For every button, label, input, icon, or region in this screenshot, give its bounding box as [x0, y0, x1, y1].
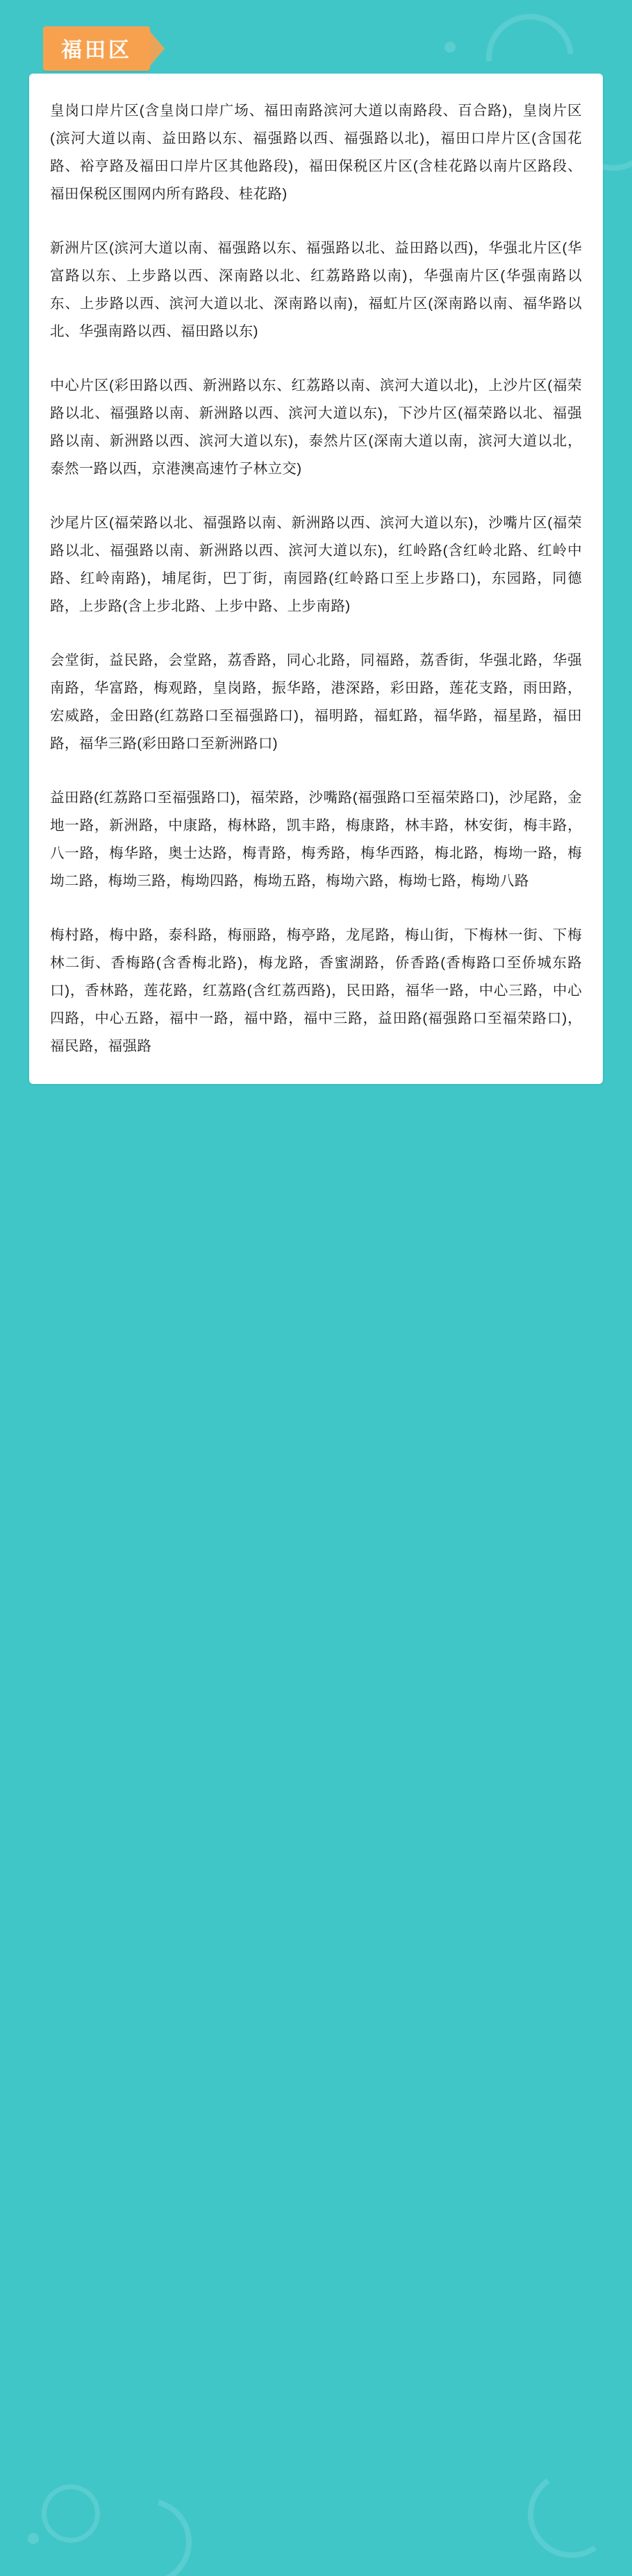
page-title: 福田区	[43, 26, 150, 71]
content-card	[29, 74, 603, 1084]
paragraph: 益田路(红荔路口至福强路口)，福荣路，沙嘴路(福强路口至福荣路口)，沙尾路，金地一路，新洲路，中康路，梅林路，凯丰路，梅康路，林丰路，林安街，梅丰路，八一路，梅华路，奥士达路，梅青路，梅秀路，梅华西路，梅北路，梅坳一路，梅坳二路，梅坳三路，梅坳四路，梅坳五路，梅坳六路，梅坳七路，梅坳八路	[50, 790, 582, 889]
paragraph: 皇岗口岸片区(含皇岗口岸广场、福田南路滨河大道以南路段、百合路)，皇岗片区(滨河大道以南、益田路以东、福强路以西、福强路以北)，福田口岸片区(含国花路、裕亨路及福田口岸片区其他路段)，福田保税区片区(含桂花路以南片区路段、福田保税区围网内所有路段、桂花路)	[50, 103, 582, 202]
page-header	[29, 0, 603, 74]
paragraph: 沙尾片区(福荣路以北、福强路以南、新洲路以西、滨河大道以东)，沙嘴片区(福荣路以北、福强路以南、新洲路以西、滨河大道以东)，红岭路(含红岭北路、红岭中路、红岭南路)，埔尾街，巴丁街，南园路(红岭路口至上步路口)，东园路，同德路，上步路(含上步北路、上步中路、上步南路)	[50, 515, 582, 614]
paragraph: 会堂街，益民路，会堂路，荔香路，同心北路，同福路，荔香街，华强北路，华强南路，华富路，梅观路，皇岗路，振华路，港深路，彩田路，莲花支路，雨田路，宏威路，金田路(红荔路口至福强路口)，福明路，福虹路，福华路，福星路，福田路，福华三路(彩田路口至新洲路口)	[50, 652, 582, 752]
paragraph: 梅村路，梅中路，泰科路，梅丽路，梅亭路，龙尾路，梅山街，下梅林一街、下梅林二街、香梅路(含香梅北路)，梅龙路，香蜜湖路，侨香路(香梅路口至侨城东路口)，香林路，莲花路，红荔路(含红荔西路)，民田路，福华一路，中心三路，中心四路，中心五路，福中一路，福中路，福中三路，益田路(福强路口至福荣路口)，福民路，福强路	[50, 927, 582, 1054]
ribbon-tail-icon	[149, 31, 165, 67]
paragraph: 中心片区(彩田路以西、新洲路以东、红荔路以南、滨河大道以北)，上沙片区(福荣路以北、福强路以南、新洲路以西、滨河大道以东)，下沙片区(福荣路以北、福强路以南、新洲路以西、滨河大道以东)，泰然片区(深南大道以南，滨河大道以北，泰然一路以西，京港澳高速竹子林立交)	[50, 378, 582, 477]
page-container	[0, 0, 632, 1126]
paragraph: 新洲片区(滨河大道以南、福强路以东、福强路以北、益田路以西)，华强北片区(华富路以东、上步路以西、深南路以北、红荔路路以南)，华强南片区(华强南路以东、上步路以西、滨河大道以北、深南路以南)，福虹片区(深南路以南、福华路以北、华强南路以西、福田路以东)	[50, 240, 582, 339]
title-ribbon	[43, 26, 165, 71]
